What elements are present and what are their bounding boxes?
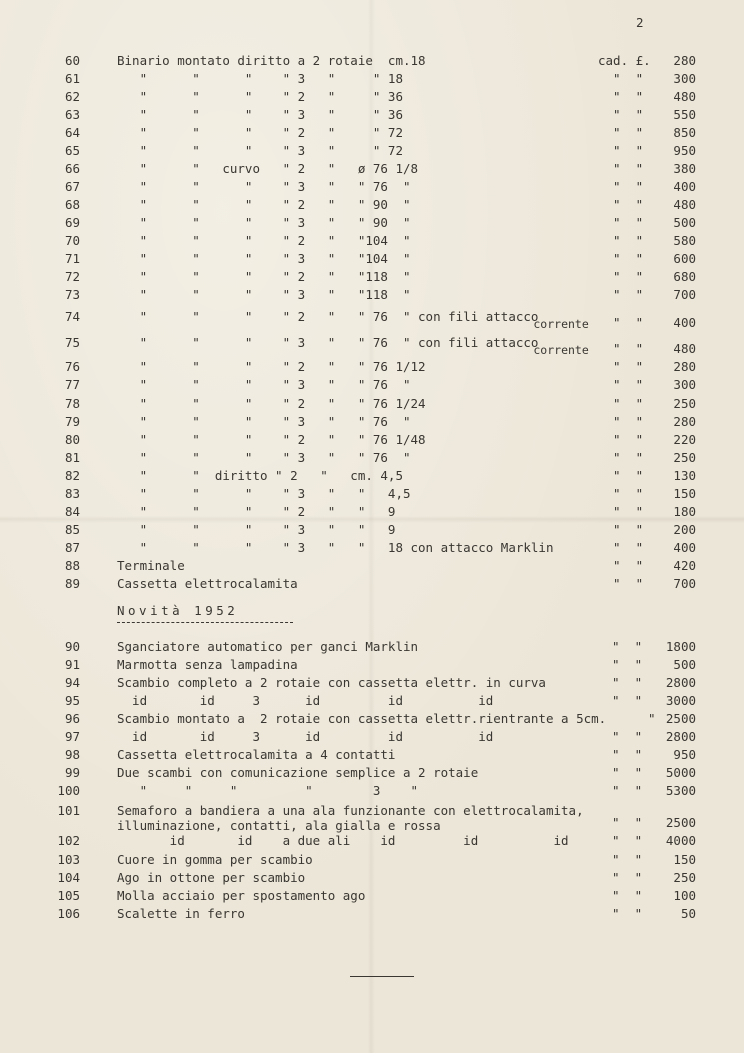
ditto-marks: " " <box>598 125 644 140</box>
item-number: 90 <box>64 639 80 654</box>
item-description: " " " " 3 " " 76 " con fili attacco <box>117 335 539 350</box>
item-number: 68 <box>64 197 80 212</box>
item-price: 380 <box>673 161 696 176</box>
item-description: " " " " 3 " "118 " <box>117 287 411 302</box>
item-price: 400 <box>673 315 696 330</box>
ditto-marks: " " <box>598 432 644 447</box>
item-number: 91 <box>64 657 80 672</box>
item-price: 2800 <box>665 729 696 744</box>
ditto-marks: " " <box>598 215 644 230</box>
item-price: 700 <box>673 576 696 591</box>
item-description: " " " " 3 " " 72 <box>117 143 403 158</box>
item-description: " " " " 3 " " 76 " <box>117 414 411 429</box>
item-number: 88 <box>64 558 80 573</box>
item-number: 70 <box>64 233 80 248</box>
item-description: Cassetta elettrocalamita a 4 contatti <box>117 747 396 762</box>
item-description: " " " " 2 " "104 " <box>117 233 411 248</box>
closing-rule <box>350 976 414 977</box>
item-number: 96 <box>64 711 80 726</box>
heading-underline <box>117 622 293 623</box>
item-description: " " curvo " 2 " ø 76 1/8 <box>117 161 419 176</box>
item-number: 104 <box>57 870 80 885</box>
item-price: 850 <box>673 125 696 140</box>
item-number: 65 <box>64 143 80 158</box>
item-price: 250 <box>673 870 696 885</box>
item-description: " " " " 3 " " 90 " <box>117 215 411 230</box>
item-number: 103 <box>57 852 80 867</box>
item-number: 64 <box>64 125 80 140</box>
item-number: 89 <box>64 576 80 591</box>
item-price: 600 <box>673 251 696 266</box>
item-description-continuation: corrente <box>478 343 589 357</box>
item-description: Scambio completo a 2 rotaie con cassetta elettr. in curva <box>117 675 546 690</box>
item-price: 5000 <box>665 765 696 780</box>
item-number: 94 <box>64 675 80 690</box>
item-number: 69 <box>64 215 80 230</box>
ditto-marks: " " <box>612 693 643 708</box>
item-description: " " " " 3 " " 36 <box>117 107 403 122</box>
item-price: 5300 <box>665 783 696 798</box>
item-description: Molla acciaio per spostamento ago <box>117 888 366 903</box>
item-number: 79 <box>64 414 80 429</box>
ditto-marks: " " <box>598 107 644 122</box>
ditto-marks: " " <box>598 396 644 411</box>
ditto-marks: " " <box>598 315 644 330</box>
item-price: 680 <box>673 269 696 284</box>
item-price: 100 <box>673 888 696 903</box>
item-number: 71 <box>64 251 80 266</box>
item-number: 77 <box>64 377 80 392</box>
item-description: " " " " 3 " " 18 <box>117 71 403 86</box>
ditto-marks: " " <box>612 870 643 885</box>
item-price: 400 <box>673 540 696 555</box>
item-number: 74 <box>64 309 80 324</box>
ditto-marks: " <box>648 711 656 726</box>
item-description: " " " " 2 " " 76 " con fili attacco <box>117 309 539 324</box>
item-number: 95 <box>64 693 80 708</box>
item-description-continuation: corrente <box>478 317 589 331</box>
item-number: 75 <box>64 335 80 350</box>
ditto-marks: " " <box>612 815 643 830</box>
ditto-marks: " " <box>598 89 644 104</box>
item-description: " " " " 2 " " 9 <box>117 504 396 519</box>
item-description: Sganciatore automatico per ganci Marklin <box>117 639 419 654</box>
item-price: 280 <box>673 414 696 429</box>
item-number: 73 <box>64 287 80 302</box>
item-price: 180 <box>673 504 696 519</box>
item-price: 300 <box>673 377 696 392</box>
ditto-marks: " " <box>612 675 643 690</box>
ditto-marks: " " <box>612 852 643 867</box>
item-description: " " " " 3 " " 76 " <box>117 377 411 392</box>
ditto-marks: " " <box>598 197 644 212</box>
item-price: 50 <box>680 906 696 921</box>
item-description: Terminale <box>117 558 185 573</box>
item-price: 280 <box>673 359 696 374</box>
item-number: 72 <box>64 269 80 284</box>
item-number: 97 <box>64 729 80 744</box>
ditto-marks: " " <box>612 888 643 903</box>
item-number: 84 <box>64 504 80 519</box>
item-price: 500 <box>673 657 696 672</box>
item-number: 106 <box>57 906 80 921</box>
ditto-marks: " " <box>598 450 644 465</box>
item-price: 700 <box>673 287 696 302</box>
item-price: 420 <box>673 558 696 573</box>
item-price: 1800 <box>665 639 696 654</box>
item-price: 3000 <box>665 693 696 708</box>
item-price: 480 <box>673 89 696 104</box>
item-number: 101 <box>57 803 80 818</box>
item-number: 63 <box>64 107 80 122</box>
item-price: 130 <box>673 468 696 483</box>
item-price: 400 <box>673 179 696 194</box>
ditto-marks: " " <box>598 468 644 483</box>
item-price: 480 <box>673 341 696 356</box>
ditto-marks: " " <box>598 251 644 266</box>
item-price: 280 <box>673 53 696 68</box>
item-number: 102 <box>57 833 80 848</box>
item-price: 150 <box>673 852 696 867</box>
item-description: " " " " 3 " " 18 con attacco Marklin <box>117 540 554 555</box>
ditto-marks: " " <box>598 522 644 537</box>
ditto-marks: " " <box>598 414 644 429</box>
ditto-marks: " " <box>598 143 644 158</box>
ditto-marks: " " <box>612 657 643 672</box>
item-number: 61 <box>64 71 80 86</box>
item-price: 950 <box>673 143 696 158</box>
item-number: 83 <box>64 486 80 501</box>
item-description: Cassetta elettrocalamita <box>117 576 298 591</box>
item-number: 81 <box>64 450 80 465</box>
item-price: 250 <box>673 396 696 411</box>
ditto-marks: cad. £. <box>598 53 651 68</box>
item-number: 82 <box>64 468 80 483</box>
item-price: 2500 <box>665 815 696 830</box>
page-number: 2 <box>636 15 644 30</box>
item-price: 550 <box>673 107 696 122</box>
item-price: 2500 <box>665 711 696 726</box>
item-description: " " " " 3 " " 4,5 <box>117 486 411 501</box>
ditto-marks: " " <box>598 377 644 392</box>
section-heading: Novità 1952 <box>117 603 239 618</box>
ditto-marks: " " <box>612 639 643 654</box>
ditto-marks: " " <box>598 540 644 555</box>
item-price: 480 <box>673 197 696 212</box>
item-description: Binario montato diritto a 2 rotaie cm.18 <box>117 53 426 68</box>
item-description: Ago in ottone per scambio <box>117 870 306 885</box>
item-price: 250 <box>673 450 696 465</box>
ditto-marks: " " <box>612 906 643 921</box>
item-description: " " " " 3 " "104 " <box>117 251 411 266</box>
item-price: 500 <box>673 215 696 230</box>
item-number: 66 <box>64 161 80 176</box>
item-description: Scambio montato a 2 rotaie con cassetta elettr.rientrante a 5cm. <box>117 711 607 726</box>
item-description: " " " " 2 " " 72 <box>117 125 403 140</box>
ditto-marks: " " <box>598 341 644 356</box>
ditto-marks: " " <box>598 179 644 194</box>
item-number: 105 <box>57 888 80 903</box>
ditto-marks: " " <box>598 287 644 302</box>
item-description: Due scambi con comunicazione semplice a 2 rotaie <box>117 765 479 780</box>
item-number: 67 <box>64 179 80 194</box>
ditto-marks: " " <box>612 833 643 848</box>
ditto-marks: " " <box>612 729 643 744</box>
ditto-marks: " " <box>598 486 644 501</box>
item-number: 60 <box>64 53 80 68</box>
item-description: " " " " 2 " "118 " <box>117 269 411 284</box>
item-description: " " " " 2 " " 90 " <box>117 197 411 212</box>
item-description: Cuore in gomma per scambio <box>117 852 313 867</box>
item-price: 950 <box>673 747 696 762</box>
item-description: " " diritto " 2 " cm. 4,5 <box>117 468 403 483</box>
item-number: 78 <box>64 396 80 411</box>
ditto-marks: " " <box>598 71 644 86</box>
item-description: " " " " 2 " " 76 1/24 <box>117 396 426 411</box>
item-description: " " " " 2 " " 76 1/48 <box>117 432 426 447</box>
ditto-marks: " " <box>598 576 644 591</box>
ditto-marks: " " <box>612 747 643 762</box>
item-price: 220 <box>673 432 696 447</box>
item-price: 4000 <box>665 833 696 848</box>
item-description: Marmotta senza lampadina <box>117 657 298 672</box>
item-number: 100 <box>57 783 80 798</box>
item-number: 80 <box>64 432 80 447</box>
item-price: 200 <box>673 522 696 537</box>
ditto-marks: " " <box>612 783 643 798</box>
item-description: " " " " 3 " " 76 " <box>117 179 411 194</box>
ditto-marks: " " <box>598 558 644 573</box>
item-price: 150 <box>673 486 696 501</box>
item-number: 99 <box>64 765 80 780</box>
item-description: id id 3 id id id <box>117 693 494 708</box>
item-number: 76 <box>64 359 80 374</box>
ditto-marks: " " <box>598 161 644 176</box>
item-description: Scalette in ferro <box>117 906 245 921</box>
item-description: " " " " 3 " <box>117 783 419 798</box>
ditto-marks: " " <box>598 359 644 374</box>
item-number: 98 <box>64 747 80 762</box>
item-description: " " " " 2 " " 36 <box>117 89 403 104</box>
item-price: 580 <box>673 233 696 248</box>
item-description: illuminazione, contatti, ala gialla e rossa <box>117 818 441 833</box>
item-description: id id a due ali id id id <box>117 833 569 848</box>
item-price: 2800 <box>665 675 696 690</box>
ditto-marks: " " <box>598 233 644 248</box>
item-number: 85 <box>64 522 80 537</box>
item-description: " " " " 3 " " 9 <box>117 522 396 537</box>
item-number: 87 <box>64 540 80 555</box>
item-description: " " " " 3 " " 76 " <box>117 450 411 465</box>
item-description: Semaforo a bandiera a una ala funzionante con elettrocalamita, <box>117 803 584 818</box>
ditto-marks: " " <box>598 504 644 519</box>
item-description: " " " " 2 " " 76 1/12 <box>117 359 426 374</box>
ditto-marks: " " <box>598 269 644 284</box>
item-description: id id 3 id id id <box>117 729 494 744</box>
ditto-marks: " " <box>612 765 643 780</box>
item-number: 62 <box>64 89 80 104</box>
item-price: 300 <box>673 71 696 86</box>
